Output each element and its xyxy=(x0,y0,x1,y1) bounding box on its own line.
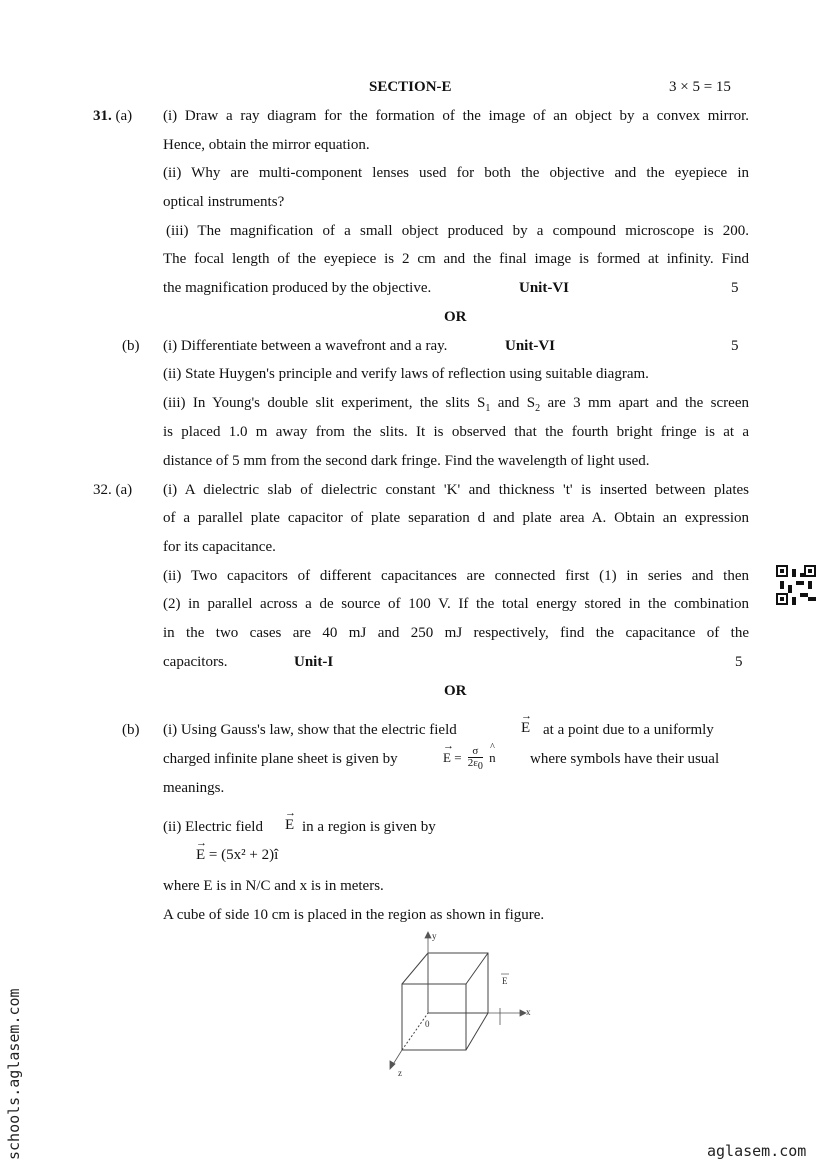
q31-a3-line2: The focal length of the eyepiece is 2 cm and the final image is formed at infinity. Find xyxy=(163,251,749,267)
q32-b2-line1b: in a region is given by xyxy=(302,819,436,835)
q32-b1-line1b: at a point due to a uniformly xyxy=(543,722,714,738)
footer-watermark: aglasem.com xyxy=(707,1142,807,1160)
field-equation: → E = (5x² + 2)î xyxy=(196,846,278,864)
q32-b2-line4: A cube of side 10 cm is placed in the region as shown in figure. xyxy=(163,907,545,923)
q32-num: 32. (a) xyxy=(93,482,133,498)
q31-b1: (i) Differentiate between a wavefront and a ray. xyxy=(163,338,448,354)
q32-a1-line1: (i) A dielectric slab of dielectric constant 'K' and thickness 't' is inserted between plates xyxy=(163,482,749,498)
q32-or: OR xyxy=(444,683,467,699)
q32-a2-line2: (2) in parallel across a de source of 100 V. If the total energy stored in the combination xyxy=(163,596,749,612)
q32-a2-line1: (ii) Two capacitors of different capacitances are connected first (1) in series and then xyxy=(163,568,749,584)
electric-field-vector-2: → E xyxy=(285,816,294,834)
z-axis-label: z xyxy=(398,1068,402,1078)
q32-b-label: (b) xyxy=(122,722,140,738)
section-marks: 3 × 5 = 15 xyxy=(669,79,731,95)
q32-a2-line4: capacitors. xyxy=(163,654,228,670)
field-formula: → E = $\frac{\sigma}{2\varepsilon_0}$ ^ n xyxy=(443,746,496,772)
q31-a-unit: Unit-VI xyxy=(519,280,570,296)
q31-a2-line2: optical instruments? xyxy=(163,194,285,210)
qr-code[interactable] xyxy=(776,565,816,605)
y-axis-label: y xyxy=(432,931,437,941)
q31-num: 31. xyxy=(93,108,112,124)
q32-a2-line3: in the two cases are 40 mJ and 250 mJ respectively, find the capacitance of the xyxy=(163,625,749,641)
q32-b1-line2a: charged infinite plane sheet is given by xyxy=(163,751,398,767)
side-watermark: schools.aglasem.com xyxy=(5,988,23,1160)
q32-a-unit: Unit-I xyxy=(294,654,334,670)
q31-a3-line1: (iii) The magnification of a small object produced by a compound microscope is 200. xyxy=(166,223,749,239)
field-label: E xyxy=(502,976,508,986)
q32-a1-line2: of a parallel plate capacitor of plate separation d and plate area A. Obtain an expression xyxy=(163,510,749,526)
q32-a1-line3: for its capacitance. xyxy=(163,539,276,555)
cube-figure xyxy=(378,930,538,1080)
q32-b1-line2b: where symbols have their usual xyxy=(530,751,720,767)
q32-b1-line3: meanings. xyxy=(163,780,225,796)
q31-a1-line2: Hence, obtain the mirror equation. xyxy=(163,137,370,153)
q31-b3-line1: (iii) In Young's double slit experiment, the slits $S_1$ and $S_2$ are 3 mm apart and the screen xyxy=(163,395,749,414)
q31-a3-line3: the magnification produced by the objective. xyxy=(163,280,432,296)
q31-b-marks: 5 xyxy=(731,338,739,354)
x-axis-label: x xyxy=(526,1007,531,1017)
q31-b-label: (b) xyxy=(122,338,140,354)
question-number-31 xyxy=(93,107,132,125)
q31-or: OR xyxy=(444,309,467,325)
origin-label: 0 xyxy=(425,1019,430,1029)
q31-b3-line3: distance of 5 mm from the second dark fringe. Find the wavelength of light used. xyxy=(163,453,650,469)
electric-field-vector: → E xyxy=(521,719,530,737)
q32-b1-line1a: (i) Using Gauss's law, show that the electric field xyxy=(163,722,457,738)
q31-a2-line1: (ii) Why are multi-component lenses used for both the objective and the eyepiece in xyxy=(163,165,749,181)
q32-b2-line3: where E is in N/C and x is in meters. xyxy=(163,878,384,894)
q31-b-unit: Unit-VI xyxy=(505,338,556,354)
q31-b3-line2: is placed 1.0 m away from the slits. It is observed that the fourth bright fringe is at a xyxy=(163,424,749,440)
q32-a-marks: 5 xyxy=(735,654,743,670)
section-title: SECTION-E xyxy=(369,79,452,95)
cube-outline xyxy=(402,953,488,1050)
q31-a1-line1: (i) Draw a ray diagram for the formation of the image of an object by a convex mirror. xyxy=(163,108,749,124)
q31-b2: (ii) State Huygen's principle and verify laws of reflection using suitable diagram. xyxy=(163,366,649,382)
q31-a-label: (a) xyxy=(115,108,133,124)
q32-b2-line1a: (ii) Electric field xyxy=(163,819,263,835)
q31-a-marks: 5 xyxy=(731,280,739,296)
